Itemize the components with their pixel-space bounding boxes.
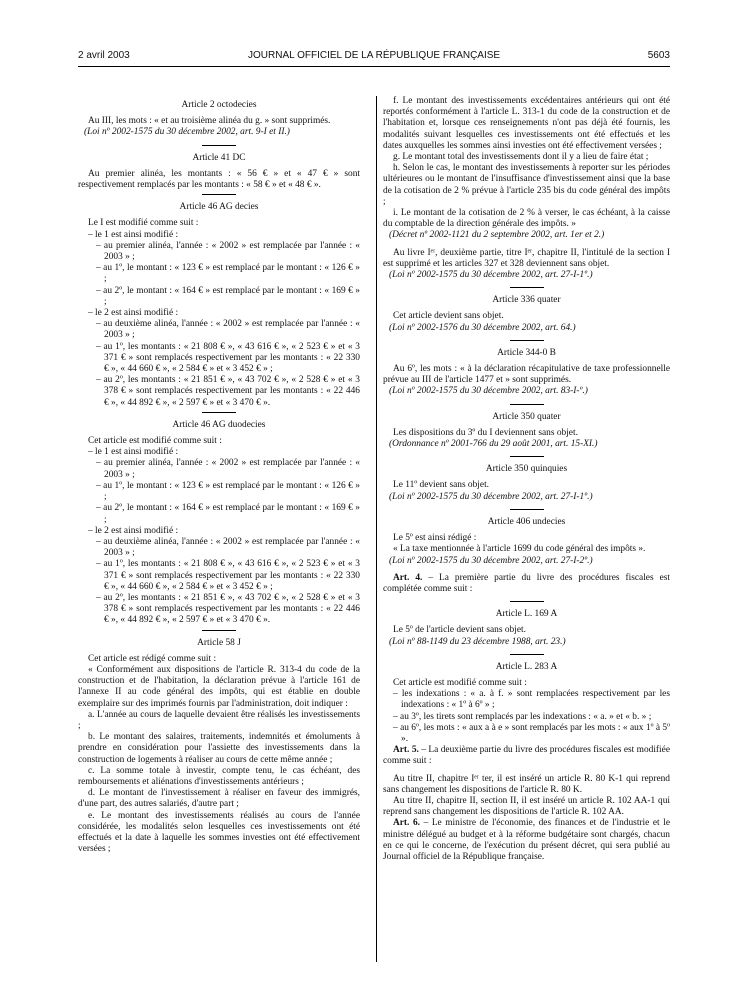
source-citation: (Loi nº 2002-1575 du 30 décembre 2002, art. 27-I-2º.) [389, 555, 593, 566]
article-number: Art. 4. [393, 572, 423, 583]
sub-list-item: – au 1º, les montants : « 21 808 € », « 43 616 € », « 2 523 € » et « 3 371 € » sont remplacés respectivement par les montants : « 22 330 € », « 44 660 € », « 2 584 € » et « 3 452 € » ; [96, 341, 360, 375]
paragraph: Au titre II, chapitre Iᵉʳ ter, il est inséré un article R. 80 K-1 qui reprend sans changement les dispositions de l'article R. 80 K. [383, 773, 670, 795]
article-heading: Article 2 octodecies [181, 100, 257, 110]
right-column [383, 96, 670, 869]
list-item: – le 2 est ainsi modifié : [88, 308, 179, 319]
paragraph: Les dispositions du 3º du I deviennent sans objet. [393, 427, 578, 438]
paragraph: Le 11º devient sans objet. [393, 480, 490, 491]
list-item: – le 1 est ainsi modifié : [88, 229, 179, 240]
article-separator [202, 630, 236, 631]
paragraph: « Conformément aux dispositions de l'article R. 313-4 du code de la construction et de l'habitation, la déclaration prévue à l'article 161 de l'annexe II au code général des impôts, qui est établie en double exemplaire sur des imprimés fournis par l'administration, doit indiquer : [78, 664, 360, 709]
article-separator [510, 509, 544, 510]
paragraph: Au 6º, les mots : « à la déclaration récapitulative de taxe professionnelle prévue au III de l'article 1477 et » sont supprimés. [383, 364, 670, 386]
list-item: – le 1 est ainsi modifié : [88, 447, 179, 458]
sub-list-item: – au 1º, le montant : « 123 € » est remplacé par le montant : « 126 € » ; [96, 263, 360, 285]
paragraph-text: – La première partie du livre des procédures fiscales est complétée comme suit : [383, 572, 670, 594]
article-heading: Article 46 AG duodecies [172, 419, 266, 430]
paragraph: b. Le montant des salaires, traitements, indemnités et émoluments à prendre en considération pour l'assiette des investissements dans la construction de logements à réaliser au cours de cette même année ; [78, 732, 360, 765]
paragraph: Au livre Iᵉʳ, deuxième partie, titre Iᵉʳ, chapitre II, l'intitulé de la section I est supprimé et les articles 327 et 328 deviennent sans objet. [383, 247, 670, 269]
header-rule [78, 66, 670, 67]
source-citation: (Ordonnance nº 2001-766 du 29 août 2001, art. 15-XI.) [389, 439, 598, 450]
sub-list-item: – au 1º, le montant : « 123 € » est remplacé par le montant : « 126 € » ; [96, 480, 360, 503]
sub-list-item: – au 2º, les montants : « 21 851 € », « 43 702 € », « 2 528 € » et « 3 378 € » sont remplacés respectivement par les montants : « 22 446 € », « 44 892 € », « 2 597 € » et « 3 470 € ». [96, 592, 360, 626]
left-column [78, 100, 360, 855]
article-heading: Article 350 quater [492, 411, 561, 422]
article-separator [202, 412, 236, 413]
article-separator [510, 601, 544, 602]
article-heading: Article 344-0 B [497, 347, 556, 358]
column-separator [376, 96, 377, 962]
paragraph: Le I est modifié comme suit : [88, 218, 199, 229]
article-heading: Article 58 J [197, 637, 241, 648]
sub-list-item: – au 2º, le montant : « 164 € » est remplacé par le montant : « 169 € » ; [96, 285, 360, 307]
source-citation: (Loi nº 2002-1576 du 30 décembre 2002, art. 64.) [389, 322, 576, 333]
article-heading: Article 350 quinquies [485, 464, 568, 475]
source-citation: (Loi nº 88-1149 du 23 décembre 1988, art. 23.) [389, 636, 566, 647]
article-heading: Article L. 169 A [495, 609, 558, 620]
sub-list-item: – au deuxième alinéa, l'année : « 2002 » est remplacée par l'année : « 2003 » ; [96, 319, 360, 341]
article-separator [510, 287, 544, 288]
paragraph: Le 5º de l'article devient sans objet. [393, 625, 526, 636]
article-heading: Article 406 undecies [487, 516, 566, 527]
paragraph: e. Le montant des investissements réalisés au cours de l'année considérée, les modalités selon lesquelles ces investissements ont été effectués et la date à laquelle les sommes investies ont été effectivement versées ; [78, 810, 360, 855]
source-citation: (Loi nº 2002-1575 du 30 décembre 2002, art. 83-I-º.) [389, 386, 588, 397]
paragraph: a. L'année au cours de laquelle devaient être réalisés les investissements ; [78, 709, 360, 731]
sub-list-item: – au deuxième alinéa, l'année : « 2002 » est remplacée par l'année : « 2003 » ; [96, 536, 360, 559]
sub-list-item: – au premier alinéa, l'année : « 2002 » est remplacée par l'année : « 2003 » ; [96, 458, 360, 480]
paragraph: h. Selon le cas, le montant des investissements à reporter sur les périodes ultérieures ou le montant de l'insuffisance d'investissement ainsi que la base de la cotisation de 2 % prévue à l'article 235 bis du code général des impôts ; [383, 163, 670, 207]
header-page-number: 5603 [647, 50, 670, 61]
source-citation: (Loi nº 2002-1575 du 30 décembre 2002, art. 27-I-1º.) [389, 491, 593, 502]
paragraph: Au premier alinéa, les montants : « 56 € » et « 47 € » sont respectivement remplacés par les montants : « 58 € » et « 48 € ». [78, 168, 360, 191]
paragraph: Cet article est modifié comme suit : [88, 436, 222, 447]
paragraph: Au titre II, chapitre II, section II, il est inséré un article R. 102 AA-1 qui reprend sans changement les dispositions de l'article R. 102 AA. [383, 795, 670, 818]
article-paragraph [383, 818, 670, 863]
article-separator [510, 654, 544, 655]
article-separator [510, 404, 544, 405]
article-number: Art. 6. [393, 818, 420, 829]
paragraph-text: – Le ministre de l'économie, des finances et de l'industrie et le ministre délégué au budget et à la réforme budgétaire sont chargés, chacun en ce qui le concerne, de l'exécution du présent décret, qui sera publié au Journal officiel de la République française. [383, 818, 670, 862]
article-heading: Article 46 AG decies [179, 202, 259, 213]
sub-list-item: – au premier alinéa, l'année : « 2002 » est remplacée par l'année : « 2003 » ; [96, 240, 360, 263]
paragraph: f. Le montant des investissements excédentaires antérieurs qui ont été reportés conformément à l'article L. 313-1 du code de la construction et de l'habitation et, lorsque ces renseignements n'ont pas déjà été fournis, les modalités suivant lesquelles ces investissements ont été effectués et les dates auxquelles les sommes ainsi investies ont été effectivement versées ; [383, 96, 670, 151]
header-date: 2 avril 2003 [78, 50, 130, 61]
page-header [0, 50, 748, 66]
source-citation: (Loi nº 2002-1575 du 30 décembre 2002, art. 9-I et II.) [84, 127, 290, 138]
paragraph: Cet article est rédigé comme suit : [88, 653, 217, 664]
article-number: Art. 5. [393, 745, 419, 756]
paragraph: Au III, les mots : « et au troisième alinéa du g. » sont supprimés. [88, 116, 331, 127]
article-heading: Article 336 quater [492, 295, 561, 306]
list-item: – au 6º, les mots : « aux a à e » sont remplacés par les mots : « aux 1º à 5º ». [393, 722, 670, 744]
article-paragraph [383, 573, 670, 595]
paragraph: Cet article devient sans objet. [393, 311, 504, 322]
paragraph: Le 5º est ainsi rédigé : [393, 533, 477, 544]
article-heading: Article L. 283 A [495, 661, 558, 672]
list-item: – les indexations : « a. à f. » sont remplacées respectivement par les indexations : « 1º à 6º » ; [393, 689, 670, 711]
paragraph: i. Le montant de la cotisation de 2 % à verser, le cas échéant, à la caisse du comptable de la direction générale des impôts. » [383, 208, 670, 230]
sub-list-item: – au 1º, les montants : « 21 808 € », « 43 616 € », « 2 523 € » et « 3 371 € » sont remplacés respectivement par les montants : « 22 330 € », « 44 660 € », « 2 584 € » et « 3 452 € » ; [96, 559, 360, 592]
paragraph: Cet article est modifié comme suit : [393, 677, 527, 688]
paragraph: c. La somme totale à investir, compte tenu, le cas échéant, des remboursements et aliénations d'investissements antérieurs ; [78, 765, 360, 787]
header-journal-title: JOURNAL OFFICIEL DE LA RÉPUBLIQUE FRANÇAISE [248, 50, 501, 61]
sub-list-item: – au 2º, le montant : « 164 € » est remplacé par le montant : « 169 € » ; [96, 503, 360, 525]
paragraph: « La taxe mentionnée à l'article 1699 du code général des impôts ». [393, 544, 646, 555]
article-separator [510, 340, 544, 341]
article-paragraph [383, 745, 670, 767]
paragraph: d. Le montant de l'investissement à réaliser en faveur des immigrés, d'une part, des autres salariés, d'autre part ; [78, 788, 360, 810]
source-citation: (Décret nº 2002-1121 du 2 septembre 2002, art. 1er et 2.) [389, 230, 605, 241]
paragraph: g. Le montant total des investissements dont il y a lieu de faire état ; [393, 152, 649, 163]
list-item: – au 3º, les tirets sont remplacés par les indexations : « a. » et « b. » ; [393, 711, 652, 722]
article-heading: Article 41 DC [192, 152, 246, 163]
source-citation: (Loi nº 2002-1575 du 30 décembre 2002, art. 27-I-1º.) [389, 270, 593, 281]
article-separator [202, 145, 236, 146]
sub-list-item: – au 2º, les montants : « 21 851 € », « 43 702 € », « 2 528 € » et « 3 378 € » sont remplacés respectivement par les montants : « 22 446 € », « 44 892 € », « 2 597 € » et « 3 470 € ». [96, 375, 360, 408]
paragraph-text: – La deuxième partie du livre des procédures fiscales est modifiée comme suit : [383, 745, 670, 767]
article-separator [202, 194, 236, 195]
article-separator [510, 456, 544, 457]
list-item: – le 2 est ainsi modifié : [88, 525, 179, 536]
